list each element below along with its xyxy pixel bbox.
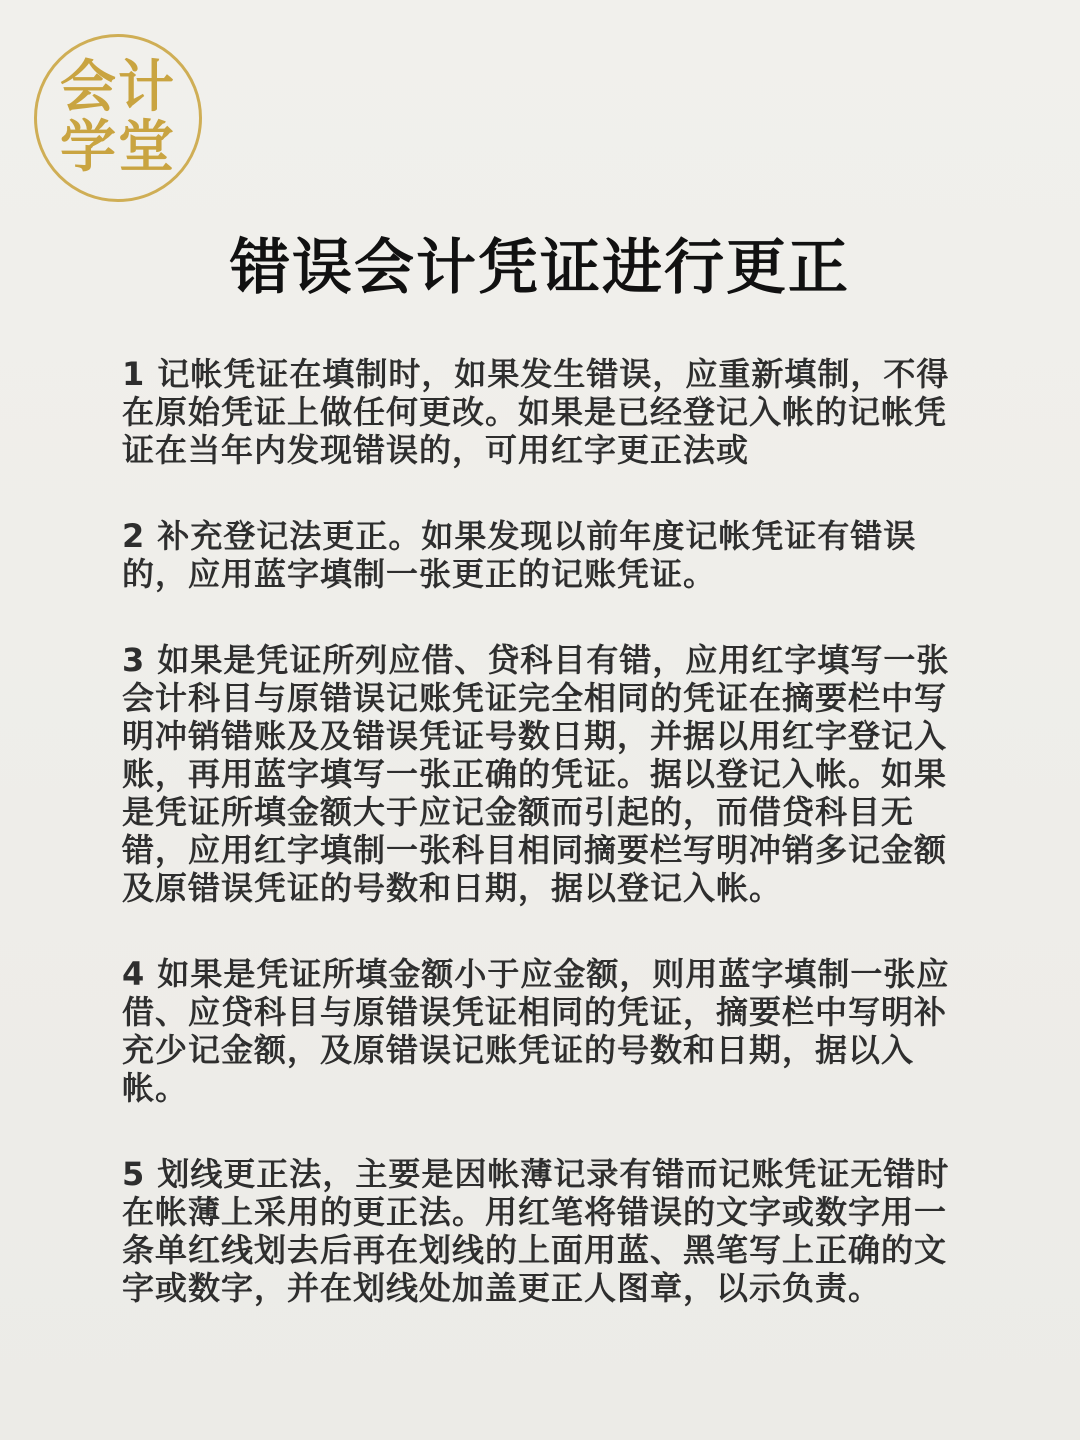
paragraph-1: 1 记帐凭证在填制时，如果发生错误，应重新填制，不得在原始凭证上做任何更改。如果是已经登记入帐的记帐凭证在当年内发现错误的，可用红字更正法或 [122,355,950,469]
paragraph-4: 4 如果是凭证所填金额小于应金额，则用蓝字填制一张应借、应贷科目与原错误凭证相同的凭证，摘要栏中写明补充少记金额，及原错误记账凭证的号数和日期，据以入帐。 [122,955,950,1107]
paragraph-2: 2 补充登记法更正。如果发现以前年度记帐凭证有错误的，应用蓝字填制一张更正的记账凭证。 [122,517,917,593]
paragraph-3: 3 如果是凭证所列应借、贷科目有错，应用红字填写一张会计科目与原错误记账凭证完全相同的凭证在摘要栏中写明冲销错账及及错误凭证号数日期，并据以用红字登记入账，再用蓝字填写一张正确的凭证。据以登记入帐。如果是凭证所填金额大于应记金额而引起的，而借贷科目无错，应用红字填制一张科目相同摘要栏写明冲销多记金额及原错误凭证的号数和日期，据以登记入帐。 [122,641,950,907]
logo-seal [34,34,202,202]
logo-text-line-1: 会计 [60,55,176,120]
article-body [122,355,962,1355]
logo-text-line-2: 学堂 [60,115,176,180]
paragraph-5: 5 划线更正法，主要是因帐薄记录有错而记账凭证无错时在帐薄上采用的更正法。用红笔将错误的文字或数字用一条单红线划去后再在划线的上面用蓝、黑笔写上正确的文字或数字，并在划线处加盖更正人图章，以示负责。 [122,1155,950,1307]
page-title: 错误会计凭证进行更正 [230,233,850,303]
